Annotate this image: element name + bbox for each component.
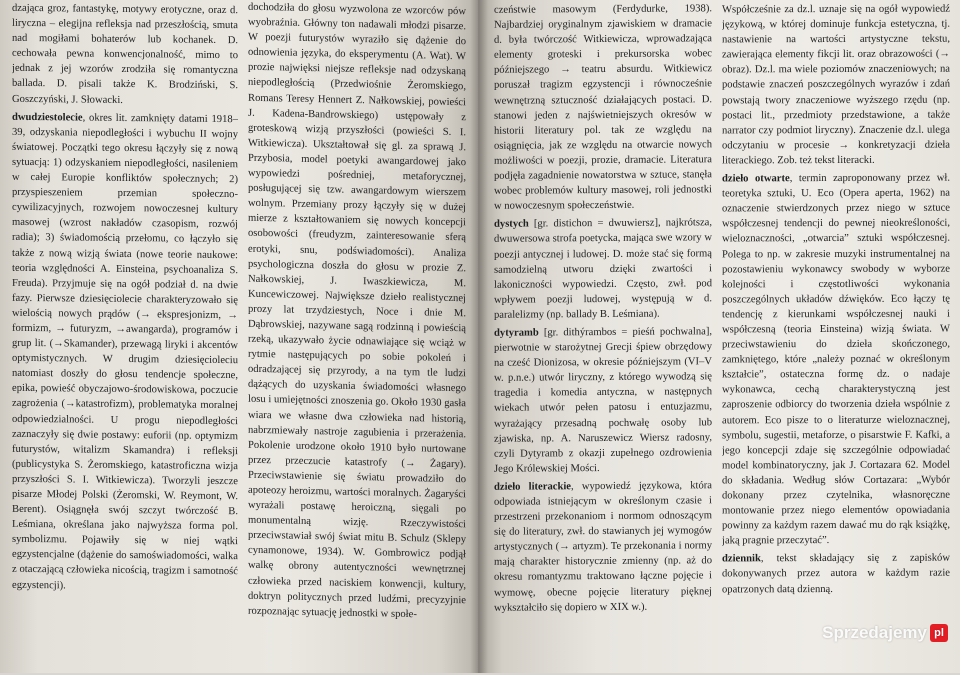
definition-dystych: [gr. distichon = dwuwiersz], najkrótsza, dwuwersowa strofa poetycka, mająca swe wzory w poezji antycznej i ludowej. D. może stać się formą samodzielną utworu dzięki zwartości i lakoniczności wypowiedzi. Często, zwł. pod wpływem poezji ludowej, występują w d. paralelizmy (np. ballady B. Leśmiana).	[494, 217, 712, 321]
definition-dwudziestolecie: , okres lit. zamknięty datami 1918–39, odzyskania niepodległości i wybuchu II wojny światowej. Początki tego okresu łączyły się z nową sytuacją: 1) odzyskaniem niepodległości, nasileniem w całej Europie konfliktów społecznych; 2) przyspieszeniem przemian społeczno-cywilizacyjnych, rozwojem nowoczesnej kultury masowej (wzrost nakładów czasopism, rozwój radia); 3) świadomością przełomu, co łączyło się także z nową wizją świata (nowe teorie naukowe: teoria względności A. Einsteina, psychoanaliza S. Freuda). Przyjmuje się na ogół podział d. na dwie fazy. Pierwsze dziesięciolecie charakteryzowało się wielością nowych prądów (→ ekspresjonizm, → formizm, → futuryzm, →awangarda), programów i grup lit. (→Skamander), przewagą liryki i akcentów optymistycznych. W drugim dziesięcioleciu natomiast doszły do głosu tendencje społeczne, epika, powieść obyczajowo-środowiskowa, poczucie zagrożenia (→katastrofizm), problematyka moralnej odpowiedzialności. U progu niepodległości zaznaczyły się dwie postawy: euforii (np. optymizm futurystów, witalizm Skamandra) i refleksji (publicystyka S. Żeromskiego, katastroficzna wizja przyszłości S. I. Witkiewicza). Tworzyli jeszcze pisarze Młodej Polski (Żeromski, W. Reymont, W. Berent). Osiągnęła swój szczyt twórczość B. Leśmiana, określana jako najwyższa forma pol. symbolizmu. Pojawiły się w niej wątki egzystencjalne (dążenie do samoświadomości, walka z otaczającą człowieka nicością, tragizm i samotność egzystencji).	[12, 112, 238, 591]
entry-dzielo-literackie	[494, 478, 712, 615]
watermark-text: Sprzedajemy	[822, 623, 927, 642]
headword-dystych: dystych	[494, 218, 529, 231]
definition-dytyramb: [gr. dithýrambos = pieśń pochwalna], pierwotnie w starożytnej Grecji śpiew obrzędowy na cześć Dionizosa, w okresie późniejszym (VI–V w. p.n.e.) utwór liryczny, z którego wywodzą się tragedia i komedia antyczna, w następnych wiekach utwór pełen patosu i entuzjazmu, wyrażający przesadną pochwałę osoby lub zjawiska, np. A. Naruszewicz Wiersz radosny, czyli Dytyramb z okazji zupełnego ozdrowienia Jego Królewskiej Mości.	[494, 326, 712, 475]
paragraph-dwudziestolecie-cont: dochodziła do głosu wyzwolona ze wzorców pów wyobraźnia. Główny ton nadawali młodzi pisarze. W poezji futurystów wyraziło się dążenie do odnowienia języka, do eksperymentu (A. Wat). W prozie najwięksi niejsze refleksje nad odzyskaną niepodległością (Przedwiośnie Żeromskiego, Romans Teresy Hennert Z. Nałkowskiej, powieści J. Kadena-Bandrowskiego) ustępowały z groteskową wizją przyszłości (powieści S. I. Witkiewicza). Ukształtował się gl. za sprawą J. Przybosia, model poetyki awangardowej jako wypowiedzi pośredniej, metaforycznej, posługującej się tzw. awangardowym wierszem wolnym. Przemiany prozy łączyły się w dużej mierze z kształtowaniem się nowych koncepcji osobowości (freudyzm, zainteresowanie sferą erotyki, snu, podświadomości). Analiza psychologiczna doszła do głosu w prozie Z. Nałkowskiej, J. Iwaszkiewicza, M. Kuncewiczowej. Największe dzieło realistycznej prozy lat trzydziestych, Noce i dnie M. Dąbrowskiej, nazywane sagą rodzinną i powieścią rzeką, ukazywało życie odnawiające się wciąż w rytmie następujących po sobie pokoleń i odradzającej się przyrody, a na tym tle ludzi dążących do uzyskania świadomości własnego losu i umiejętności znoszenia go. Około 1930 gasła wiara we własne dwa człowieka nad historią, nabrzmiewały nastroje zagubienia i przerażenia. Pokolenie urodzone około 1910 było nurtowane przez przeczucie katastrofy (→ Żagary). Przeciwstawienie się światu prowadziło do apoteozy heroizmu, wartości moralnych. Żagaryści wyrażali postawę heroiczną, sięgali po monumentalną wizję. Rzeczywistości przeciwstawiał swój świat mitu B. Schulz (Sklepy cynamonowe, 1934). W. Gombrowicz podjął walkę obrony autentyczności wewnętrznej człowieka przed naciskiem konwencji, kultury, doktryn politycznych przed ludźmi, precyzyjnie rozpoznając sytuację jednostki w społe-	[248, 1, 466, 621]
headword-dytyramb: dytyramb	[494, 327, 539, 339]
headword-dzielo-literackie: dzieło literackie	[494, 481, 572, 493]
entry-dzielo-otwarte	[722, 171, 950, 549]
paragraph-dwudziestolecie-end: czeństwie masowym (Ferdydurke, 1938). Najbardziej oryginalnym zjawiskiem w dramacie d. była twórczość Witkiewicza, wprowadzająca elementy groteski i prekursorska wobec późniejszego → teatru absurdu. Witkiewicz poruszał tragizm egzystencji i równocześnie wewnętrzną sztuczność działających postaci. D. stanowi jeden z najświetniejszych okresów w historii literatury pol. tak ze względu na osiągnięcia, jak ze względu na otwarcie nowych możliwości w poezji, prozie, dramacie. Literatura podjęła zagadnienie nowatorstwa w sztuce, stanęła wobec problemów kultury masowej, roli jednostki w nowoczesnym społeczeństwie.	[494, 3, 712, 212]
headword-dzielo-otwarte: dzieło otwarte	[722, 173, 790, 185]
headword-dziennik: dziennik	[722, 553, 761, 565]
definition-dziennik: , tekst składający się z zapisków dokonywanych przez autora w każdym razie opatrzonych datą dzienną.	[722, 552, 950, 595]
entry-dytyramb	[494, 324, 712, 476]
entry-dziennik	[722, 551, 950, 597]
paragraph-dumka-end: dzająca groz, fantastykę, motywy erotyczne, oraz d. liryczna – elegijna refleksja nad przeszłością, smuta nad mogiłami bohaterów lub kochanek. D. cechowała pewna konwencjonalność, mimo to jednak z jej wzorów zrodziła się romantyczna ballada. D. pisali także K. Brodziński, S. Goszczyński, J. Słowacki.	[12, 2, 238, 106]
paragraph-dzielo-cont: Współcześnie za dz.l. uznaje się na ogół wypowiedź językową, w której dominuje funkcja estetyczna, tj. nastawienie na wartości artystyczne tekstu, zawierająca elementy fikcji lit. oraz obrazowości (→ obraz). Dz.l. ma wiele poziomów znaczeniowych; na podstawie znaczeń poszczególnych wyrazów i zdań powstają twory znaczeniowe wyższego rzędu (np. postaci lit., przedmioty przedstawione, a także narrator czy podmiot liryczny). Znaczenie dz.l. ulega odczytaniu w procesie → konkretyzacji dzieła literackiego. Zob. też tekst literacki.	[722, 3, 950, 167]
definition-dzielo-otwarte: , termin zaproponowany przez wł. teoretyka sztuki, U. Eco (Opera aperta, 1962) na oznaczenie stwierdzonych przez niego w sztuce współczesnej tendencji do pewnej nieokreśloności, wieloznaczności, „otwarcia” sztuki współczesnej. Polega to np. w zakresie muzyki instrumentalnej na pozostawieniu wykonawcy swobody w wyborze kolejności i częstotliwości wykonania poszczególnych układów dźwięków. Eco łączy tę tendencję z kierunkami współczesnej nauki i współczesną (teoria Einsteina) wizją świata. W przeciwstawieniu do dzieła skończonego, zamkniętego, które „należy poznać w określonym kształcie”, ostateczna formę dz. o nadaje wykonawca, cechą charakterystyczną jest zaproszenie odbiorcy do tworzenia dzieła wspólnie z autorem. Eco pisze to o literaturze wieloznacznej, symbolu, sugestii, metaforze, o pisarstwie F. Kafki, a jego koncepcji zdaje się szczególnie odpowiadać model kombinatoryczny, jak J. Cortazara 62. Model do składania. Według słów Cortazara: „Wybór dokonany przez czytelnika, własnoręczne montowanie przez niego elementów opowiadania powinny za każdym razem dawać mu do rąk książkę, jaką pragnie przeczytać”.	[722, 172, 950, 547]
column-2	[248, 0, 466, 675]
entry-dystych	[494, 216, 712, 323]
headword-dwudziestolecie: dwudziestolecie	[12, 111, 83, 124]
column-1	[12, 1, 238, 674]
book-gutter	[470, 0, 488, 673]
watermark-pl-icon: pl	[930, 624, 948, 642]
entry-dwudziestolecie	[12, 109, 238, 594]
definition-dzielo-literackie: , wypowiedź językowa, która odpowiada istniejącym w określonym czasie i przestrzeni przekonaniom i normom odnoszącym się do literatury, zwł. do stawianych jej wymogów artystycznych (→ artyzm). Te przekonania i normy mają charakter historycznie zmienny (np. aż do okresu romantyzmu traktowano łączne pojęcie i wymowę, obecne pojęcie literatury pięknej wykształciło się dopiero w XIX w.).	[494, 480, 712, 614]
column-3	[494, 1, 712, 674]
column-4	[722, 2, 950, 674]
watermark-logo	[822, 623, 948, 643]
